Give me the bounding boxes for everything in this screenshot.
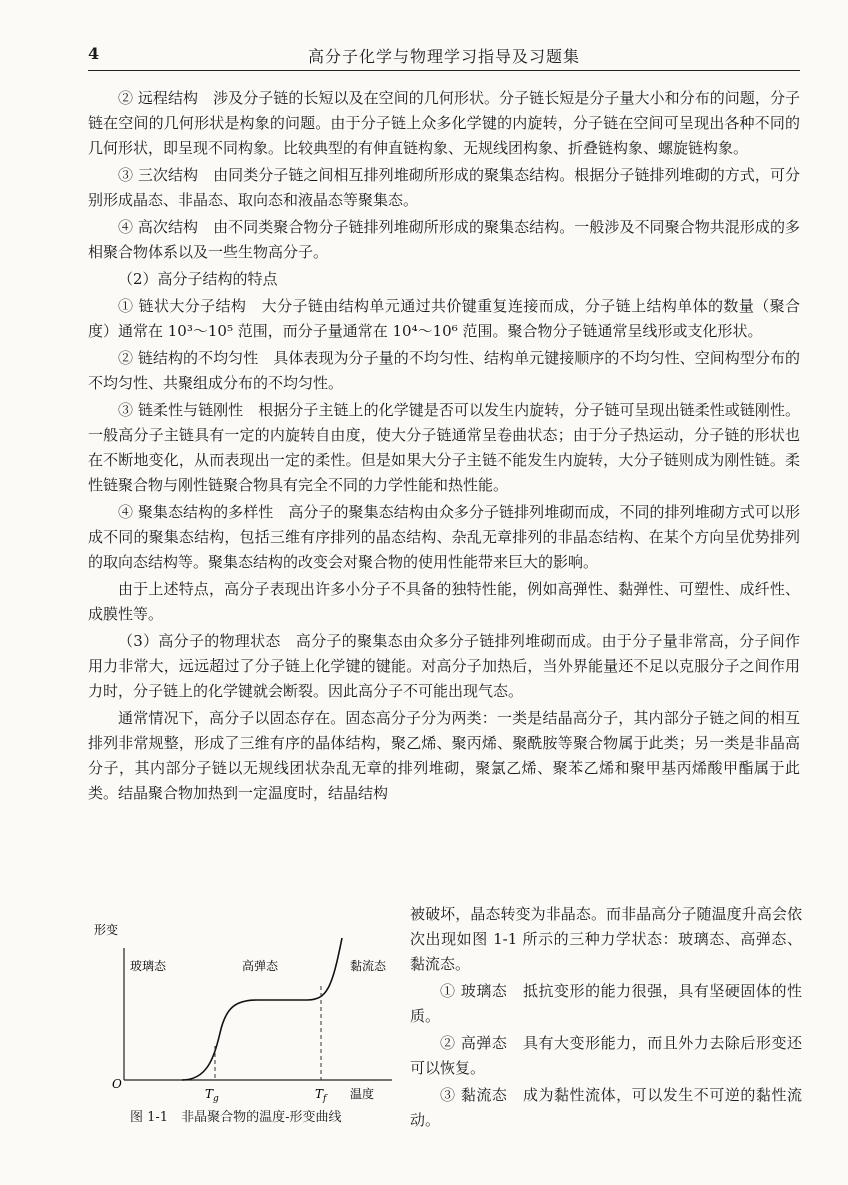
paragraph: ③ 链柔性与链刚性 根据分子主链上的化学键是否可以发生内旋转，分子链可呈现出链柔性或链刚性。一般高分子主链具有一定的内旋转自由度，使大分子链通常呈卷曲状态；由于分子热运动，分子链的形状也在不断地变化，从而表现出一定的柔性。但是如果大分子主链不能发生内旋转，大分子链则成为刚性链。柔性链聚合物与刚性链聚合物具有完全不同的力学性能和热性能。 bbox=[88, 401, 800, 494]
paragraph: （3）高分子的物理状态 高分子的聚集态由众多分子链排列堆砌而成。由于分子量非常高，分子间作用力非常大，远远超过了分子链上化学键的键能。对高分子加热后，当外界能量还不足以克服分子之间作用力时，分子链上的化学键就会断裂。因此高分子不可能出现气态。 bbox=[88, 632, 800, 700]
paragraph: ④ 高次结构 由不同类聚合物分子链排列堆砌所形成的聚集态结构。一般涉及不同聚合物共混形成的多相聚合物体系以及一些生物高分子。 bbox=[88, 218, 800, 261]
paragraph: ④ 聚集态结构的多样性 高分子的聚集态结构由众多分子链排列堆砌而成，不同的排列堆砌方式可以形成不同的聚集态结构，包括三维有序排列的晶态结构、杂乱无章排列的非晶态结构、在某个方向呈优势排列的取向态结构等。聚集态结构的改变会对聚合物的使用性能带来巨大的影响。 bbox=[88, 503, 800, 571]
y-axis-label: 形变 bbox=[94, 923, 119, 937]
paragraph: ② 远程结构 涉及分子链的长短以及在空间的几何形状。分子链长短是分子量大小和分布的问题，分子链在空间的几何形状是构象的问题。由于分子链上众多化学键的内旋转，分子链在空间可呈现出各种不同的几何形状，即呈现不同构象。比较典型的有伸直链构象、无规线团构象、折叠链构象、螺旋链构象。 bbox=[88, 89, 800, 157]
section-heading: （2）高分子结构的特点 bbox=[118, 270, 278, 288]
tf-label: $T_f$ bbox=[315, 1087, 327, 1104]
figure-temperature-deformation bbox=[92, 908, 397, 1133]
region-label-glassy: 玻璃态 bbox=[130, 959, 167, 973]
figure-caption: 图 1-1 非晶聚合物的温度-形变曲线 bbox=[130, 1110, 342, 1125]
paragraph: ② 高弹态 具有大变形能力，而且外力去除后形变还可以恢复。 bbox=[410, 1034, 802, 1077]
origin-label: O bbox=[112, 1077, 122, 1091]
paragraph: ③ 黏流态 成为黏性流体，可以发生不可逆的黏性流动。 bbox=[410, 1086, 802, 1129]
paragraph: ③ 三次结构 由同类分子链之间相互排列堆砌所形成的聚集态结构。根据分子链排列堆砌的方式，可分别形成晶态、非晶态、取向态和液晶态等聚集态。 bbox=[88, 166, 800, 209]
paragraph: 通常情况下，高分子以固态存在。固态高分子分为两类：一类是结晶高分子，其内部分子链之间的相互排列非常规整，形成了三维有序的晶体结构，聚乙烯、聚丙烯、聚酰胺等聚合物属于此类；另一类是非晶高分子，其内部分子链以无规线团状杂乱无章的排列堆砌，聚氯乙烯、聚苯乙烯和聚甲基丙烯酸甲酯属于此类。结晶聚合物加热到一定温度时，结晶结构 bbox=[88, 709, 800, 802]
paragraph: ② 链结构的不均匀性 具体表现为分子量的不均匀性、结构单元键接顺序的不均匀性、空间构型分布的不均匀性、共聚组成分布的不均匀性。 bbox=[88, 349, 800, 392]
body-text bbox=[88, 86, 800, 808]
paragraph: ① 链状大分子结构 大分子链由结构单元通过共价键重复连接而成，分子链上结构单体的数量（聚合度）通常在 10³～10⁵ 范围，而分子量通常在 10⁴～10⁶ 范围。聚合物分子链通常呈线形或支化形状。 bbox=[88, 297, 800, 340]
paragraph: ① 玻璃态 抵抗变形的能力很强，具有坚硬固体的性质。 bbox=[410, 982, 802, 1025]
paragraph: 被破坏，晶态转变为非晶态。而非晶高分子随温度升高会依次出现如图 1-1 所示的三种力学状态：玻璃态、高弹态、黏流态。 bbox=[410, 905, 802, 973]
paragraph: 由于上述特点，高分子表现出许多小分子不具备的独特性能，例如高弹性、黏弹性、可塑性、成纤性、成膜性等。 bbox=[88, 580, 800, 623]
page-number: 4 bbox=[88, 44, 100, 63]
tg-label: $T_g$ bbox=[205, 1087, 219, 1104]
x-axis-label: 温度 bbox=[350, 1087, 375, 1101]
running-title: 高分子化学与物理学习指导及习题集 bbox=[307, 47, 580, 66]
page-header bbox=[88, 40, 800, 71]
region-label-rubbery: 高弹态 bbox=[242, 959, 279, 973]
region-label-viscous: 黏流态 bbox=[350, 959, 387, 973]
deformation-curve-diagram bbox=[92, 908, 397, 1108]
side-text bbox=[410, 902, 802, 1135]
